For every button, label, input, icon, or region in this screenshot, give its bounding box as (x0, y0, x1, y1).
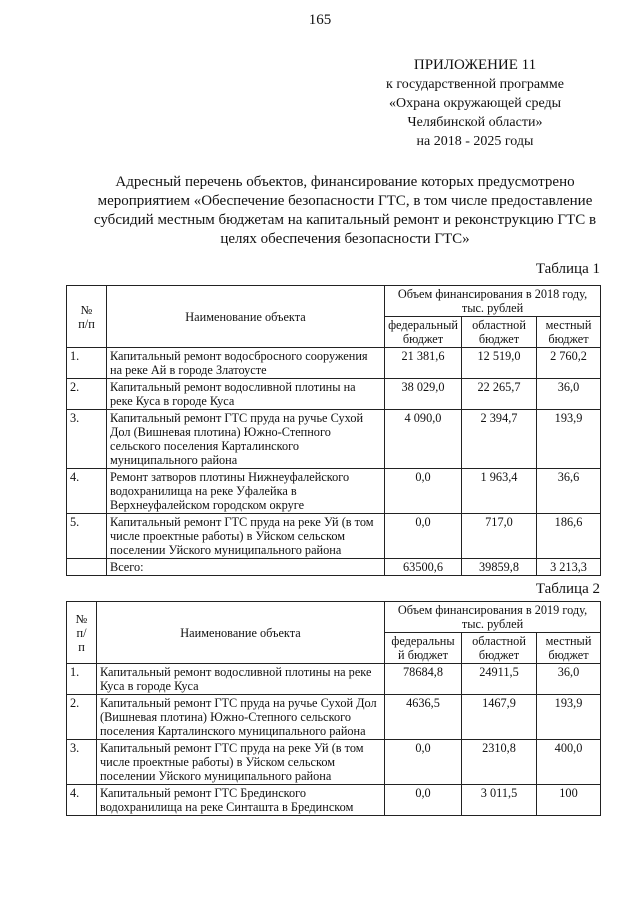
table2 (66, 601, 601, 816)
appendix-line: на 2018 - 2025 годы (416, 134, 534, 149)
table-row (67, 664, 601, 695)
table2-caption: Таблица 2 (535, 581, 600, 597)
row-local: 400,0 (537, 740, 601, 785)
row-num: 5. (67, 514, 107, 559)
row-federal: 0,0 (385, 785, 462, 816)
row-local: 2 760,2 (537, 348, 601, 379)
row-federal: 0,0 (385, 469, 462, 514)
header-funding: Объем финансирования в 2018 году, тыс. рублей (385, 286, 601, 317)
header-name: Наименование объекта (107, 286, 385, 348)
header-row (67, 602, 601, 633)
row-federal: 4636,5 (385, 695, 462, 740)
row-name: Капитальный ремонт водосливной плотины на реке Куса в городе Куса (97, 664, 385, 695)
row-regional: 24911,5 (462, 664, 537, 695)
table-row (67, 514, 601, 559)
row-federal: 0,0 (385, 514, 462, 559)
table-row (67, 740, 601, 785)
header-num: № п/п (67, 286, 107, 348)
total-federal: 63500,6 (385, 559, 462, 576)
header-local: местный бюджет (537, 633, 601, 664)
total-local: 3 213,3 (537, 559, 601, 576)
appendix-line: к государственной программе (386, 77, 564, 92)
header-regional: областной бюджет (462, 317, 537, 348)
table-row (67, 379, 601, 410)
row-name: Капитальный ремонт ГТС пруда на реке Уй (в том числе проектные работы) в Уйском сельском поселении Уйского муниципального района (97, 740, 385, 785)
row-local: 36,6 (537, 469, 601, 514)
row-num: 2. (67, 695, 97, 740)
row-num: 4. (67, 469, 107, 514)
table-row (67, 785, 601, 816)
row-local: 193,9 (537, 410, 601, 469)
row-regional: 22 265,7 (462, 379, 537, 410)
row-name: Капитальный ремонт ГТС пруда на ручье Сухой Дол (Вишневая плотина) Южно-Степного сельского поселения Карталинского муниципального района (97, 695, 385, 740)
appendix-line: Челябинской области» (407, 115, 543, 130)
row-name: Капитальный ремонт ГТС пруда на реке Уй (в том числе проектные работы) в Уйском сельском поселении Уйского муниципального района (107, 514, 385, 559)
header-row (67, 286, 601, 317)
row-regional: 2310,8 (462, 740, 537, 785)
header-num: № п/ п (67, 602, 97, 664)
row-local: 36,0 (537, 664, 601, 695)
row-federal: 78684,8 (385, 664, 462, 695)
row-num: 4. (67, 785, 97, 816)
row-name: Капитальный ремонт водосбросного сооружения на реке Ай в городе Златоусте (107, 348, 385, 379)
total-row (67, 559, 601, 576)
title-line: целях обеспечения безопасности ГТС» (220, 231, 470, 247)
title-line: Адресный перечень объектов, финансирование которых предусмотрено (115, 174, 575, 190)
table-row (67, 348, 601, 379)
row-num: 3. (67, 410, 107, 469)
table-row (67, 410, 601, 469)
row-regional: 717,0 (462, 514, 537, 559)
row-name: Капитальный ремонт водосливной плотины на реке Куса в городе Куса (107, 379, 385, 410)
table-row (67, 695, 601, 740)
row-num: 3. (67, 740, 97, 785)
appendix-line: «Охрана окружающей среды (388, 96, 562, 111)
row-num: 1. (67, 348, 107, 379)
appendix-title: ПРИЛОЖЕНИЕ 11 (413, 57, 537, 73)
row-name: Капитальный ремонт ГТС Брединского водохранилища на реке Синташта в Брединском (97, 785, 385, 816)
header-federal: федеральны й бюджет (385, 633, 462, 664)
header-federal: федеральный бюджет (385, 317, 462, 348)
row-federal: 38 029,0 (385, 379, 462, 410)
row-local: 193,9 (537, 695, 601, 740)
row-local: 36,0 (537, 379, 601, 410)
table1-caption: Таблица 1 (535, 261, 600, 277)
header-funding: Объем финансирования в 2019 году, тыс. рублей (385, 602, 601, 633)
row-name: Ремонт затворов плотины Нижнеуфалейского водохранилища на реке Уфалейка в Верхнеуфалейском городском округе (107, 469, 385, 514)
row-local: 186,6 (537, 514, 601, 559)
header-name: Наименование объекта (97, 602, 385, 664)
total-blank (67, 559, 107, 576)
header-local: местный бюджет (537, 317, 601, 348)
row-regional: 1467,9 (462, 695, 537, 740)
row-num: 2. (67, 379, 107, 410)
row-name: Капитальный ремонт ГТС пруда на ручье Сухой Дол (Вишневая плотина) Южно-Степного сельского поселения Карталинского муниципального района (107, 410, 385, 469)
total-label: Всего: (107, 559, 385, 576)
table-row (67, 469, 601, 514)
row-federal: 0,0 (385, 740, 462, 785)
appendix-block (355, 56, 595, 151)
row-federal: 21 381,6 (385, 348, 462, 379)
row-regional: 1 963,4 (462, 469, 537, 514)
row-num: 1. (67, 664, 97, 695)
document-title (60, 173, 630, 249)
row-federal: 4 090,0 (385, 410, 462, 469)
table1 (66, 285, 601, 576)
row-local: 100 (537, 785, 601, 816)
page-number: 165 (308, 12, 332, 28)
header-regional: областной бюджет (462, 633, 537, 664)
total-regional: 39859,8 (462, 559, 537, 576)
title-line: субсидий местным бюджетам на капитальный ремонт и реконструкцию ГТС в (93, 212, 597, 228)
row-regional: 2 394,7 (462, 410, 537, 469)
row-regional: 3 011,5 (462, 785, 537, 816)
row-regional: 12 519,0 (462, 348, 537, 379)
title-line: мероприятием «Обеспечение безопасности ГТС, в том числе предоставление (97, 193, 593, 209)
